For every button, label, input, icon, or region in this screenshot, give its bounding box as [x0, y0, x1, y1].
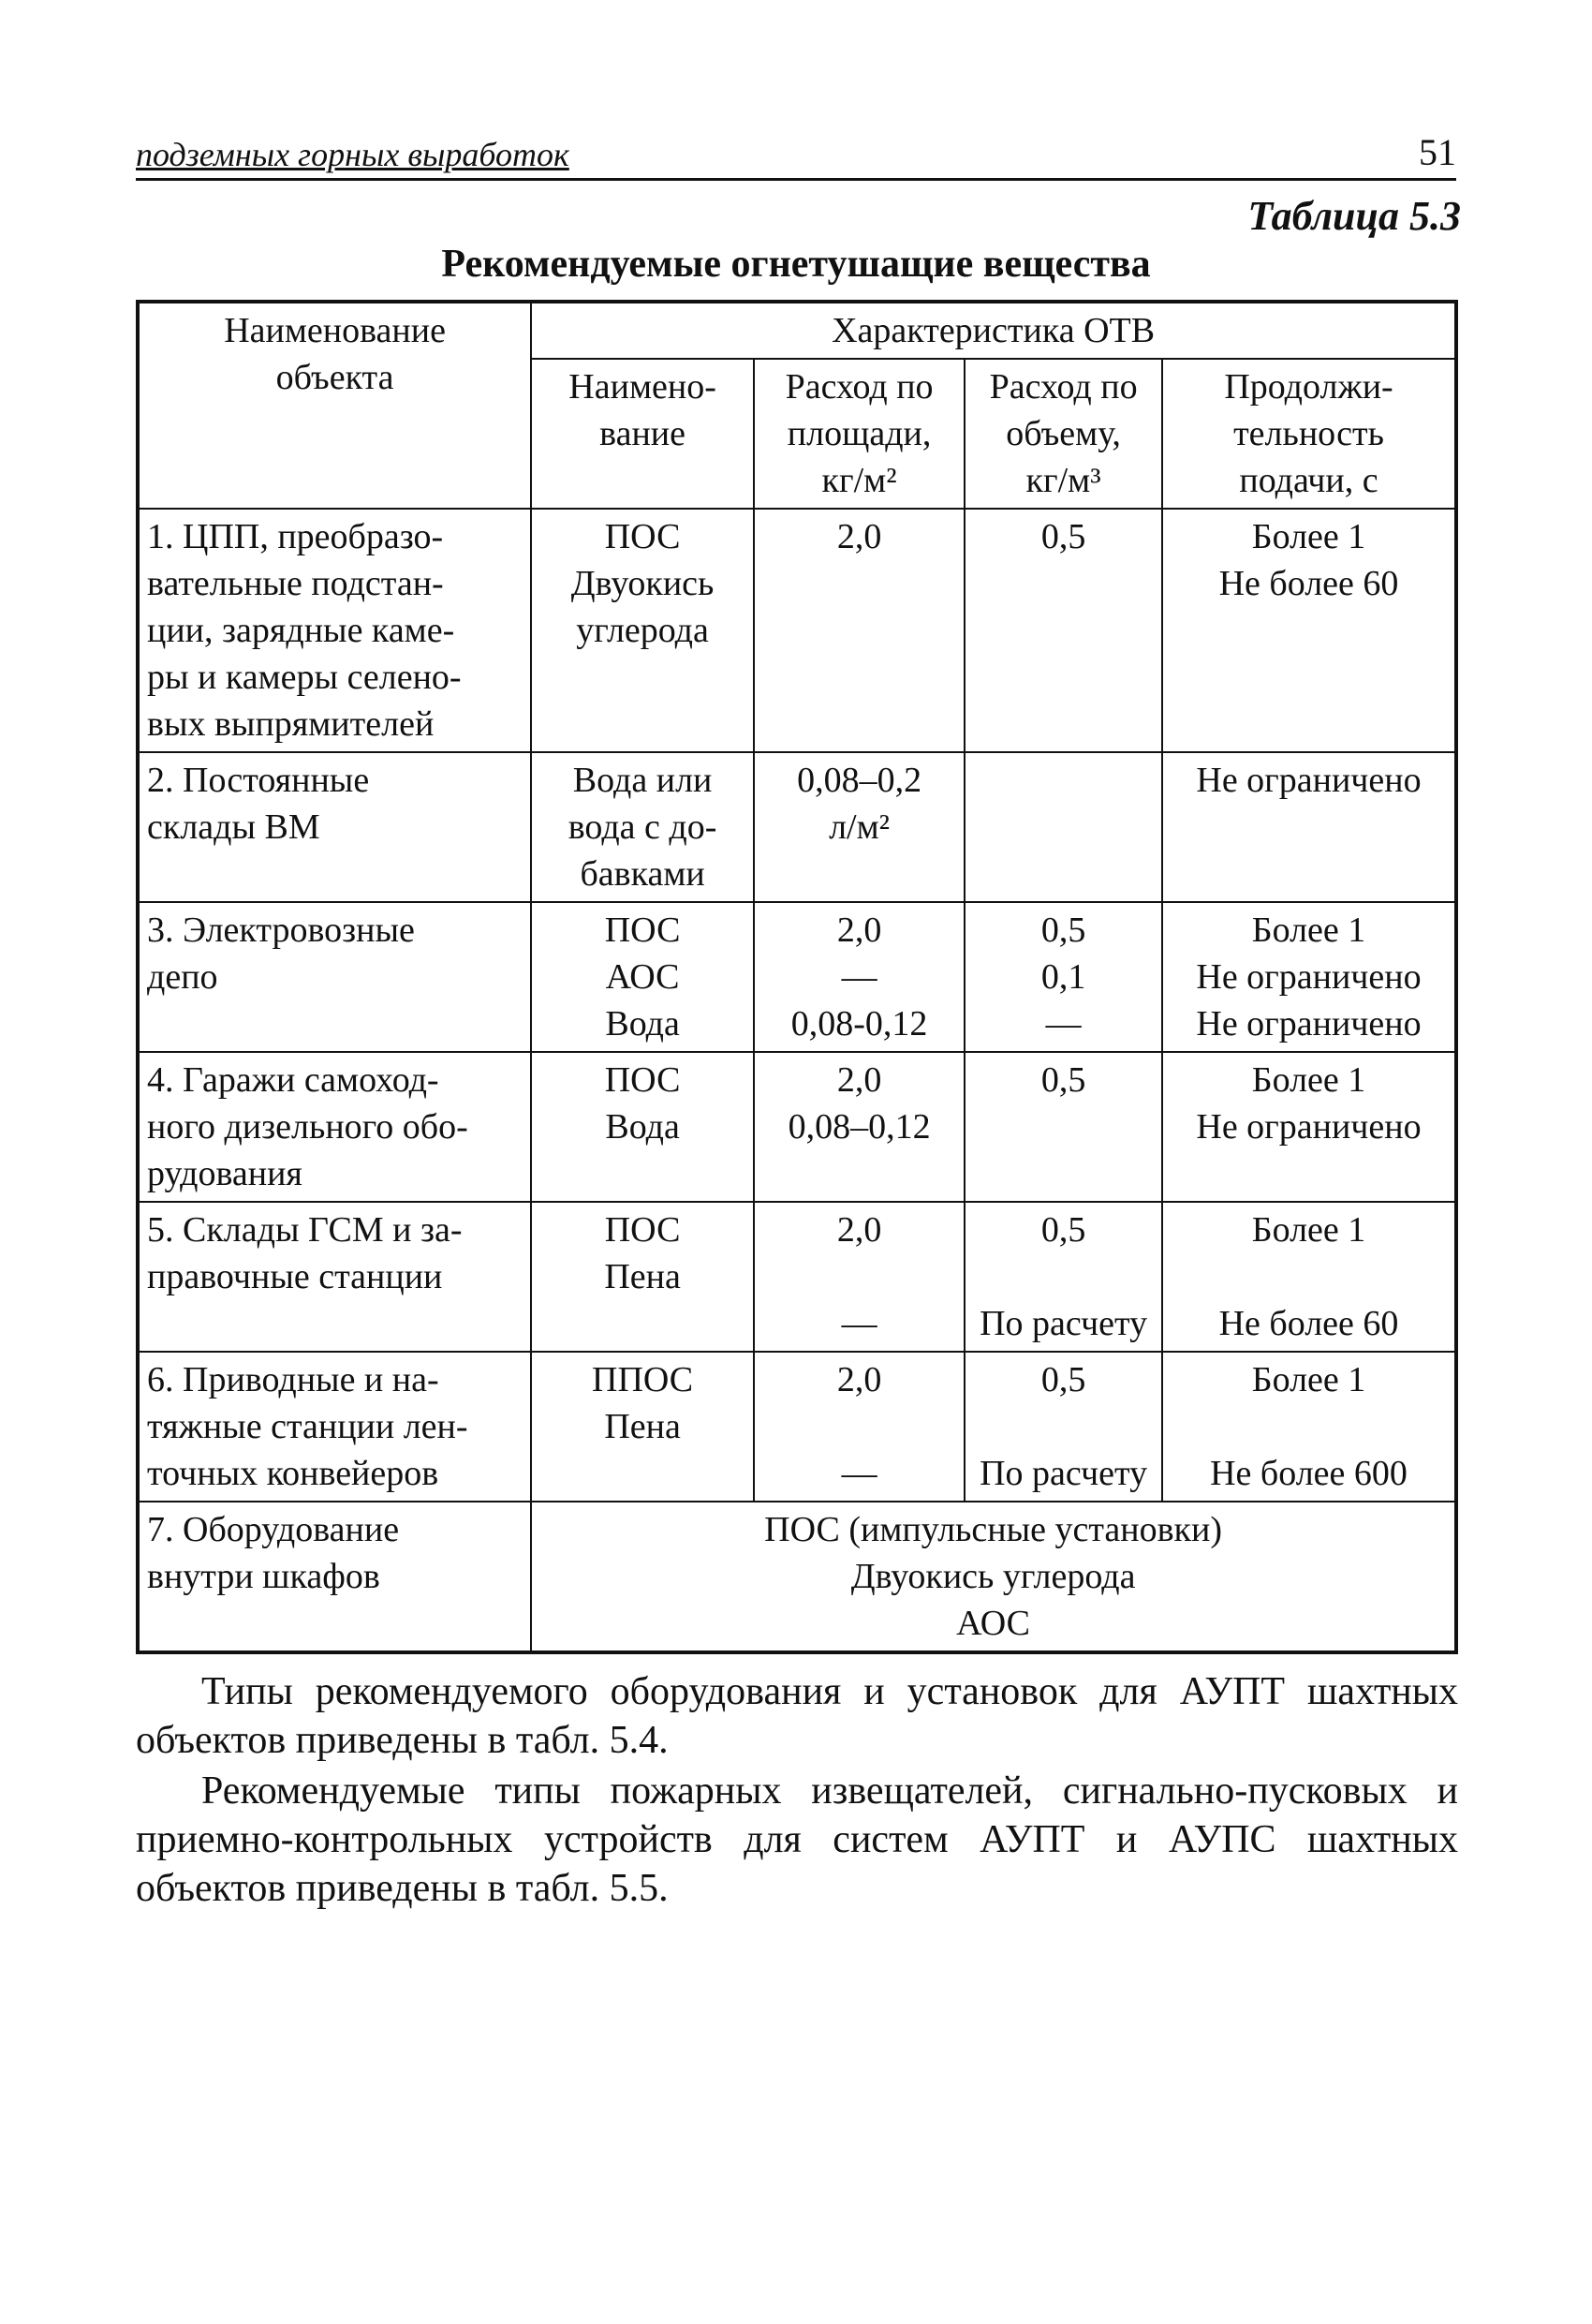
table-row: [138, 509, 1456, 752]
object-cell: 1. ЦПП, преобразо- вательные подстан- ции, зарядные каме- ры и камеры селено- вых выпрямителей: [138, 509, 531, 752]
col-area-header: Расход по площади, кг/м²: [754, 359, 965, 509]
area-cell: 2,0 —: [754, 1202, 965, 1352]
col-volume-header: Расход по объему, кг/м³: [965, 359, 1162, 509]
agent-cell: Вода или вода с до- бавками: [531, 752, 754, 902]
area-cell: 2,0 0,08–0,12: [754, 1052, 965, 1202]
duration-cell: Более 1 Не более 60: [1162, 509, 1456, 752]
area-cell: 2,0: [754, 509, 965, 752]
volume-cell: 0,5 По расчету: [965, 1202, 1162, 1352]
agent-cell: ППОС Пена: [531, 1352, 754, 1502]
table-title: Рекомендуемые огнетушащие вещества: [441, 243, 1151, 286]
group-header: Характеристика ОТВ: [531, 302, 1456, 359]
object-cell: 3. Электровозные депо: [138, 902, 531, 1052]
table-row: [138, 1202, 1456, 1352]
col-object-header: Наименование объекта: [138, 302, 531, 509]
running-title: подземных горных выработок: [136, 136, 569, 173]
volume-cell: 0,5 По расчету: [965, 1352, 1162, 1502]
duration-cell: Более 1 Не ограничено: [1162, 1052, 1456, 1202]
volume-cell: [965, 752, 1162, 902]
duration-cell: Более 1 Не ограничено Не ограничено: [1162, 902, 1456, 1052]
volume-cell: 0,5 0,1 —: [965, 902, 1162, 1052]
table-row: [138, 1502, 1456, 1652]
page-header: [136, 131, 1456, 181]
table-row: [138, 1352, 1456, 1502]
paragraph-2: Рекомендуемые типы пожарных извещателей, сигнально-пусковых и приемно-контрольных устройств для систем АУПТ и АУПС шахтных объектов приведены в табл. 5.5.: [136, 1769, 1458, 1910]
object-cell: 6. Приводные и на- тяжные станции лен- точных конвейеров: [138, 1352, 531, 1502]
page-number: 51: [1419, 131, 1456, 173]
area-cell: 2,0 — 0,08-0,12: [754, 902, 965, 1052]
duration-cell: Не ограничено: [1162, 752, 1456, 902]
agent-cell: ПОС Двуокись углерода: [531, 509, 754, 752]
agent-cell: ПОС АОС Вода: [531, 902, 754, 1052]
merged-agent-cell: ПОС (импульсные установки) Двуокись углерода АОС: [531, 1502, 1456, 1652]
table-row: [138, 902, 1456, 1052]
object-cell: 4. Гаражи самоход- ного дизельного обо- рудования: [138, 1052, 531, 1202]
agent-cell: ПОС Вода: [531, 1052, 754, 1202]
object-cell: 7. Оборудование внутри шкафов: [138, 1502, 531, 1652]
area-cell: 2,0 —: [754, 1352, 965, 1502]
duration-cell: Более 1 Не более 600: [1162, 1352, 1456, 1502]
table-row: [138, 1052, 1456, 1202]
volume-cell: 0,5: [965, 509, 1162, 752]
header-row-1: [138, 302, 1456, 359]
paragraph-1: Типы рекомендуемого оборудования и установок для АУПТ шахтных объектов приведены в табл. 5.4.: [136, 1670, 1458, 1762]
duration-cell: Более 1 Не более 60: [1162, 1202, 1456, 1352]
table-row: [138, 752, 1456, 902]
table-label: Таблица 5.3: [1247, 193, 1461, 239]
object-cell: 5. Склады ГСМ и за- правочные станции: [138, 1202, 531, 1352]
volume-cell: 0,5: [965, 1052, 1162, 1202]
area-cell: 0,08–0,2 л/м²: [754, 752, 965, 902]
agent-cell: ПОС Пена: [531, 1202, 754, 1352]
extinguishing-agents-table: [136, 300, 1458, 1654]
col-duration-header: Продолжи- тельность подачи, с: [1162, 359, 1456, 509]
object-cell: 2. Постоянные склады ВМ: [138, 752, 531, 902]
col-agent-header: Наимено- вание: [531, 359, 754, 509]
